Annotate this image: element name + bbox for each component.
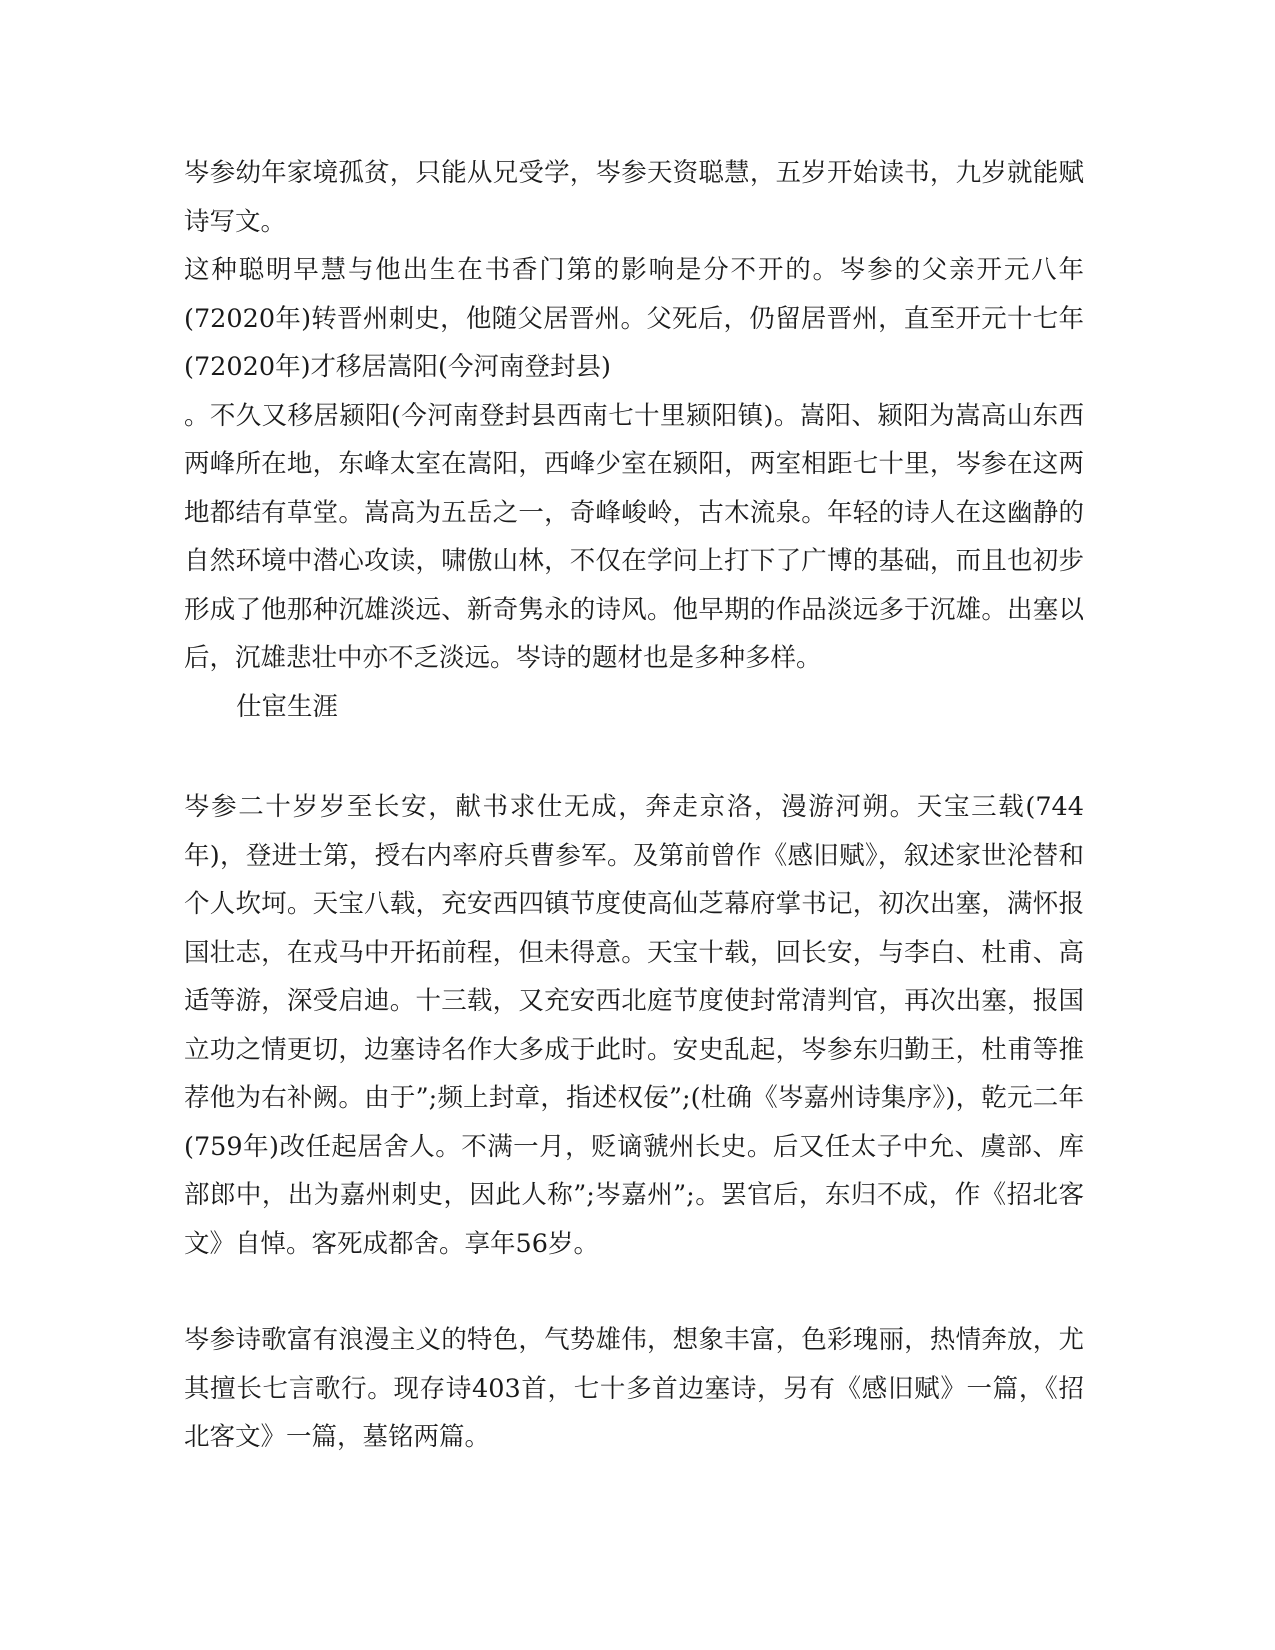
spacer bbox=[184, 731, 1084, 783]
paragraph-career: 岑参二十岁岁至长安，献书求仕无成，奔走京洛，漫游河朔。天宝三载(744年)，登进士第，授右内率府兵曹参军。及第前曾作《感旧赋》，叙述家世沦替和个人坎坷。天宝八载，充安西四镇节度使高仙芝幕府掌书记，初次出塞，满怀报国壮志，在戎马中开拓前程，但未得意。天宝十载，回长安，与李白、杜甫、高适等游，深受启迪。十三载，又充安西北庭节度使封常清判官，再次出塞，报国立功之情更切，边塞诗名作大多成于此时。安史乱起，岑参东归勤王，杜甫等推荐他为右补阙。由于”;频上封章，指述权佞”;(杜确《岑嘉州诗集序》)，乾元二年(759年)改任起居舍人。不满一月，贬谪虢州长史。后又任太子中允、虞部、库部郎中，出为嘉州刺史，因此人称”;岑嘉州”;。罢官后，东归不成，作《招北客文》自悼。客死成都舍。享年56岁。 bbox=[184, 792, 1084, 1259]
spacer bbox=[184, 1268, 1084, 1316]
paragraph-songyang-yingyang: 。不久又移居颍阳(今河南登封县西南七十里颍阳镇)。嵩阳、颍阳为嵩高山东西两峰所在地，东峰太室在嵩阳，西峰少室在颍阳，两室相距七十里，岑参在这两地都结有草堂。嵩高为五岳之一，奇峰峻岭，古木流泉。年轻的诗人在这幽静的自然环境中潜心攻读，啸傲山林，不仅在学问上打下了广博的基础，而且也初步形成了他那种沉雄淡远、新奇隽永的诗风。他早期的作品淡远多于沉雄。出塞以后，沉雄悲壮中亦不乏淡远。岑诗的题材也是多种多样。 bbox=[184, 400, 1084, 673]
paragraph-childhood: 岑参幼年家境孤贫，只能从兄受学，岑参天资聪慧，五岁开始读书，九岁就能赋诗写文。 bbox=[184, 158, 1084, 237]
section-heading-career: 仕宦生涯 bbox=[236, 691, 339, 722]
paragraph-family-background: 这种聪明早慧与他出生在书香门第的影响是分不开的。岑参的父亲开元八年(72020年)转晋州刺史，他随父居晋州。父死后，仍留居晋州，直至开元十七年(72020年)才移居嵩阳(今河南登封县) bbox=[184, 255, 1084, 382]
document-body bbox=[184, 149, 1084, 1462]
paragraph-poetry: 岑参诗歌富有浪漫主义的特色，气势雄伟，想象丰富，色彩瑰丽，热情奔放，尤其擅长七言歌行。现存诗403首，七十多首边塞诗，另有《感旧赋》一篇，《招北客文》一篇，墓铭两篇。 bbox=[184, 1325, 1084, 1452]
